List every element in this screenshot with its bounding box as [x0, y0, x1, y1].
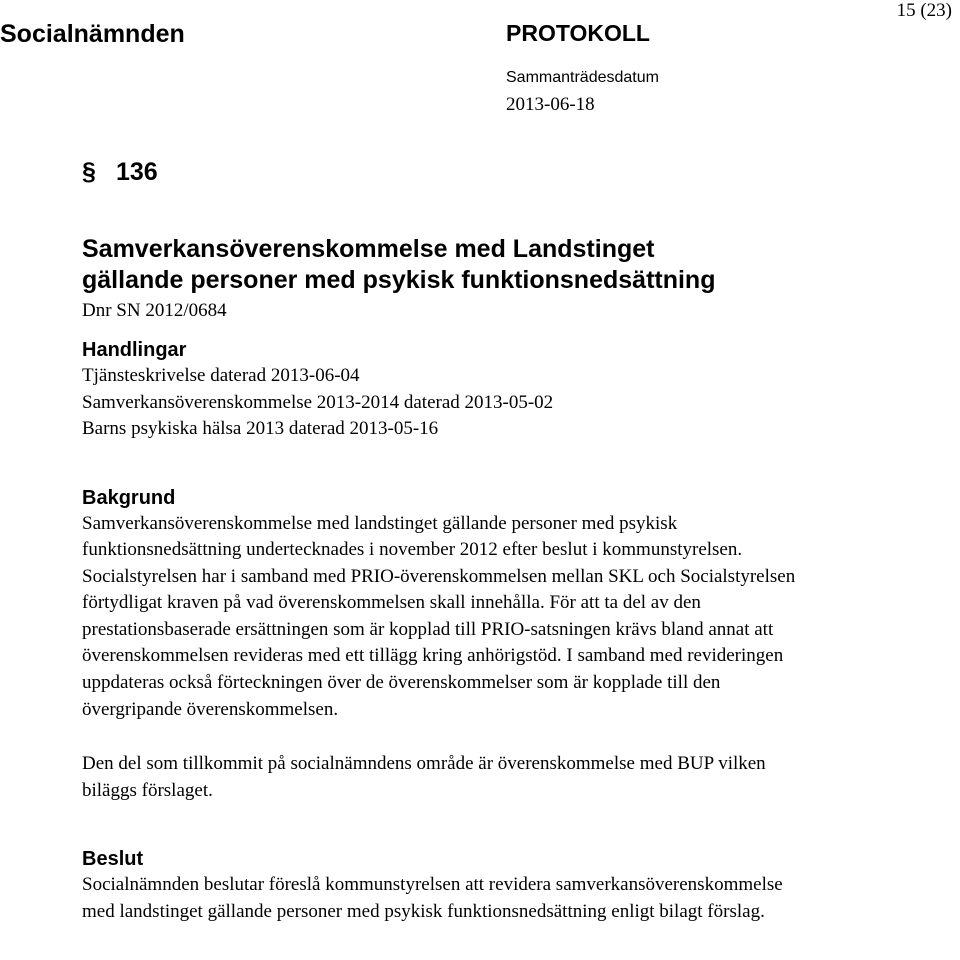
organization-name: Socialnämnden	[0, 20, 185, 48]
beslut-heading: Beslut	[82, 848, 144, 871]
item-title-line-2: gällande personer med psykisk funktionsnedsättning	[82, 266, 716, 294]
item-title-line-1: Samverkansöverenskommelse med Landstinget	[82, 235, 655, 263]
document-list	[82, 363, 942, 443]
document-list-item: Samverkansöverenskommelse 2013-2014 daterad 2013-05-02	[82, 391, 554, 413]
document-type: PROTOKOLL	[506, 20, 650, 46]
bakgrund-paragraph-2: Den del som tillkommit på socialnämndens område är överenskommelse med BUP vilken biläggs förslaget.	[82, 753, 766, 801]
bakgrund-heading: Bakgrund	[82, 486, 176, 509]
bakgrund-paragraph-1: Samverkansöverenskommelse med landstinget gällande personer med psykisk funktionsnedsättning undertecknades i november 2012 efter beslut i kommunstyrelsen. Socialstyrelsen har i samband med PRIO-överenskommelsen mellan SKL och Socialstyrelsen förtydligat kraven på vad överenskommelsen skall innehålla. För att ta del av den prestationsbaserade ersättningen som är kopplad till PRIO-satsningen krävs bland annat att överenskommelsen revideras med ett tillägg kring anhörigstöd. I samband med revideringen uppdateras också förteckningen över de överenskommelser som är kopplade till den övergripande överenskommelsen.	[82, 512, 796, 720]
meeting-date-label: Sammanträdesdatum	[506, 69, 659, 86]
meeting-date: 2013-06-18	[506, 94, 595, 115]
diary-number: Dnr SN 2012/0684	[82, 300, 227, 321]
document-list-item: Tjänsteskrivelse daterad 2013-06-04	[82, 365, 360, 386]
beslut-text: Socialnämnden beslutar föreslå kommunstyrelsen att revidera samverkansöverenskommelse med landstinget gällande personer med psykisk funktionsnedsättning enligt bilagt förslag.	[82, 874, 783, 923]
paragraph-number	[82, 155, 942, 189]
page-indicator: 15 (23)	[896, 0, 952, 21]
protocol-item	[82, 155, 942, 926]
paragraph-number-value: 136	[116, 158, 158, 186]
document-list-item: Barns psykiska hälsa 2013 daterad 2013-05-16	[82, 418, 439, 439]
item-title	[82, 234, 942, 296]
handlingar-heading: Handlingar	[82, 339, 187, 361]
section-symbol: §	[82, 158, 96, 186]
